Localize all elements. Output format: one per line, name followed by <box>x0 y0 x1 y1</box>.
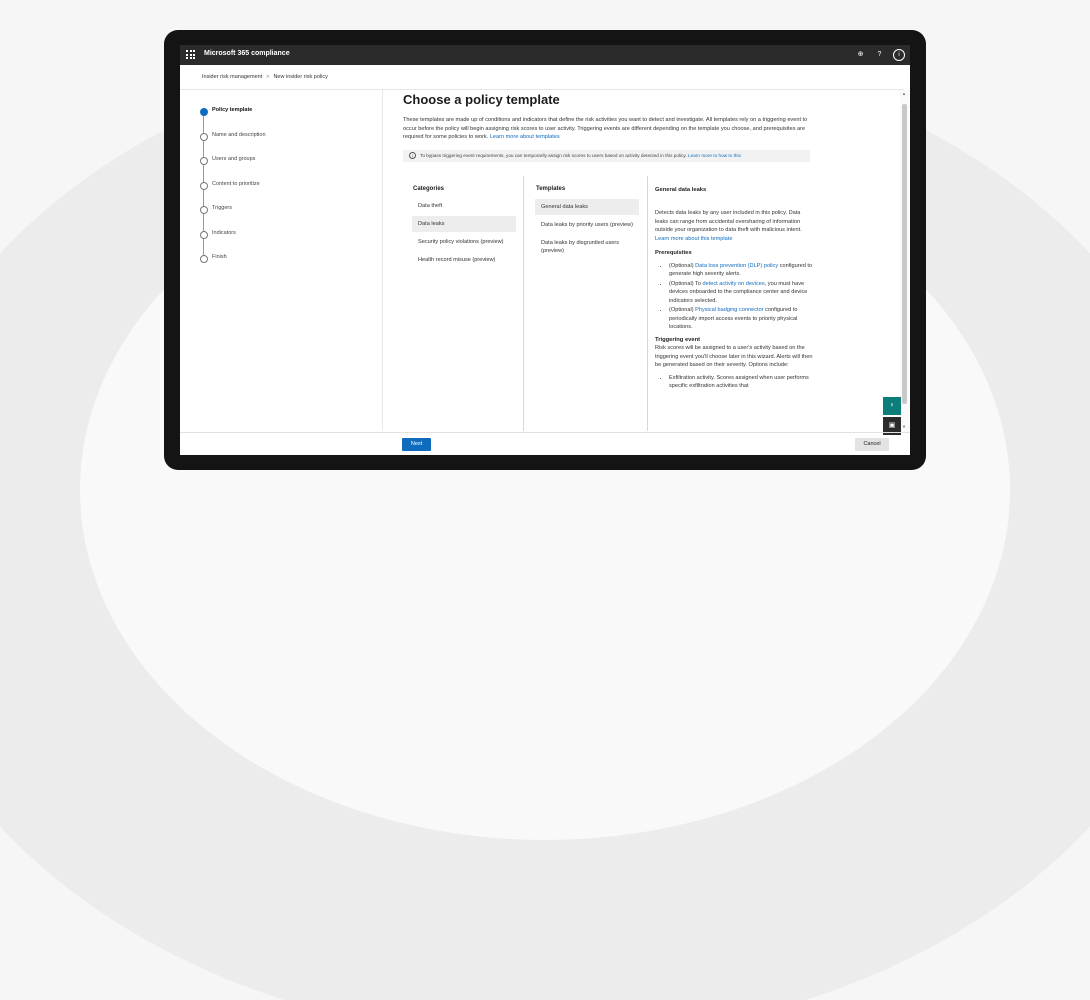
detail-description: Detects data leaks by any user included in this policy. Data leaks can range from accidental oversharing of information outside your organization to data theft with malicious intent. <box>655 210 802 233</box>
step-dot <box>200 255 208 263</box>
template-detail-body <box>655 209 813 392</box>
page-title: Choose a policy template <box>403 92 560 107</box>
info-icon: i <box>409 152 416 159</box>
step-label: Content to prioritize <box>212 181 260 187</box>
triggering-event-text: Risk scores will be assigned to a user's activity based on the triggering event you'll choose later in this wizard. Alerts will then be generated based on their severity. Options include: <box>655 345 813 368</box>
breadcrumb <box>202 74 328 80</box>
prereq-prefix: (Optional) To <box>669 280 703 287</box>
triggering-event-list <box>655 374 813 391</box>
triggering-event-heading: Triggering event <box>655 336 701 343</box>
prereq-suffix: configured to periodically import access events to priority physical locations. <box>669 307 798 330</box>
description-text: These templates are made up of conditions and indicators that define the risk activities you want to detect and investigate. All templates rely on a triggering event to occur before the policy will begin assigning risk scores to user activity. Triggering events are different depending on the template you choose, and prerequisites are required for some policies to work. <box>403 117 808 140</box>
prerequisites-heading: Prerequisites <box>655 250 692 256</box>
prereq-suffix: configured to generate high severity alerts. <box>669 262 813 277</box>
breadcrumb-item-insider-risk[interactable]: Insider risk management <box>202 74 263 80</box>
step-dot <box>200 157 208 165</box>
detail-title: General data leaks <box>655 187 707 193</box>
prerequisite-item <box>669 262 813 279</box>
step-dot <box>200 206 208 214</box>
category-data-leaks[interactable]: Data leaks <box>412 216 516 232</box>
step-label: Name and description <box>212 132 266 138</box>
prerequisite-item <box>669 306 813 332</box>
step-dot <box>200 108 208 116</box>
app-screen <box>180 45 910 455</box>
chat-icon: ▣ <box>888 422 896 429</box>
learn-more-template-link[interactable]: Learn more about this template <box>655 235 733 242</box>
category-health-record-misuse[interactable]: Health record misuse (preview) <box>418 257 496 263</box>
prereq-prefix: (Optional) <box>669 262 696 269</box>
step-label: Triggers <box>212 205 232 211</box>
template-general-data-leaks[interactable]: General data leaks <box>535 199 639 215</box>
info-banner <box>403 150 810 162</box>
info-text: To bypass triggering event requirements, you can temporarily assign risk scores to users based on activity detected in this policy. <box>420 153 687 158</box>
app-launcher-icon[interactable] <box>186 50 195 59</box>
trigger-item: • Exfiltration activity. Scores assigned when user performs specific exfiltration activities that <box>669 374 813 391</box>
app-header <box>180 45 910 65</box>
nav-divider <box>382 90 383 431</box>
step-label: Finish <box>212 254 227 260</box>
learn-more-templates-link[interactable]: Learn more about templates <box>489 134 560 140</box>
step-label: Indicators <box>212 230 236 236</box>
scroll-up-icon[interactable]: ▲ <box>902 91 906 96</box>
categories-heading: Categories <box>413 186 445 192</box>
avatar[interactable]: i <box>893 49 905 61</box>
category-data-theft[interactable]: Data theft <box>418 203 443 209</box>
step-dot <box>200 133 208 141</box>
detect-device-activity-link[interactable]: detect activity on devices <box>702 280 765 287</box>
template-detail-title <box>655 186 813 195</box>
footer-divider <box>180 432 910 433</box>
prerequisites-list <box>655 262 813 332</box>
templates-heading: Templates <box>536 186 566 192</box>
globe-icon[interactable]: ⊕ <box>857 51 864 58</box>
template-data-leaks-disgruntled-users[interactable]: Data leaks by disgruntled users (preview) <box>541 240 620 254</box>
scroll-down-icon[interactable]: ▼ <box>902 424 906 429</box>
prerequisite-item <box>669 280 813 306</box>
categories-divider <box>523 176 524 431</box>
info-learn-more-link[interactable]: Learn more to how to this <box>688 153 741 158</box>
help-icon[interactable]: ? <box>877 51 882 58</box>
templates-divider <box>647 176 648 431</box>
next-button[interactable]: Next <box>402 438 431 451</box>
prereq-prefix: (Optional) <box>669 307 696 313</box>
feedback-button[interactable] <box>883 397 901 415</box>
step-dot <box>200 182 208 190</box>
content-scrollbar[interactable] <box>900 90 910 433</box>
template-data-leaks-priority-users[interactable]: Data leaks by priority users (preview) <box>541 222 634 228</box>
scroll-thumb[interactable] <box>902 104 907 404</box>
step-dot <box>200 231 208 239</box>
page-description <box>403 116 808 142</box>
breadcrumb-item-new-policy: New insider risk policy <box>273 74 328 80</box>
dlp-policy-link[interactable]: Data loss prevention (DLP) policy <box>695 262 779 269</box>
app-title[interactable]: Microsoft 365 compliance <box>204 50 290 57</box>
category-security-policy-violations[interactable]: Security policy violations (preview) <box>418 239 504 245</box>
breadcrumb-divider <box>180 89 904 90</box>
step-label: Users and groups <box>212 156 256 162</box>
prereq-suffix: , you must have devices onboarded to the compliance center and device indicators selected. <box>669 280 808 304</box>
lightbulb-icon: ♀ <box>889 402 895 409</box>
step-label: Policy template <box>212 107 253 113</box>
cancel-button[interactable]: Cancel <box>855 438 889 451</box>
breadcrumb-separator: > <box>266 74 270 80</box>
physical-badging-link[interactable]: Physical badging connector <box>695 307 764 313</box>
